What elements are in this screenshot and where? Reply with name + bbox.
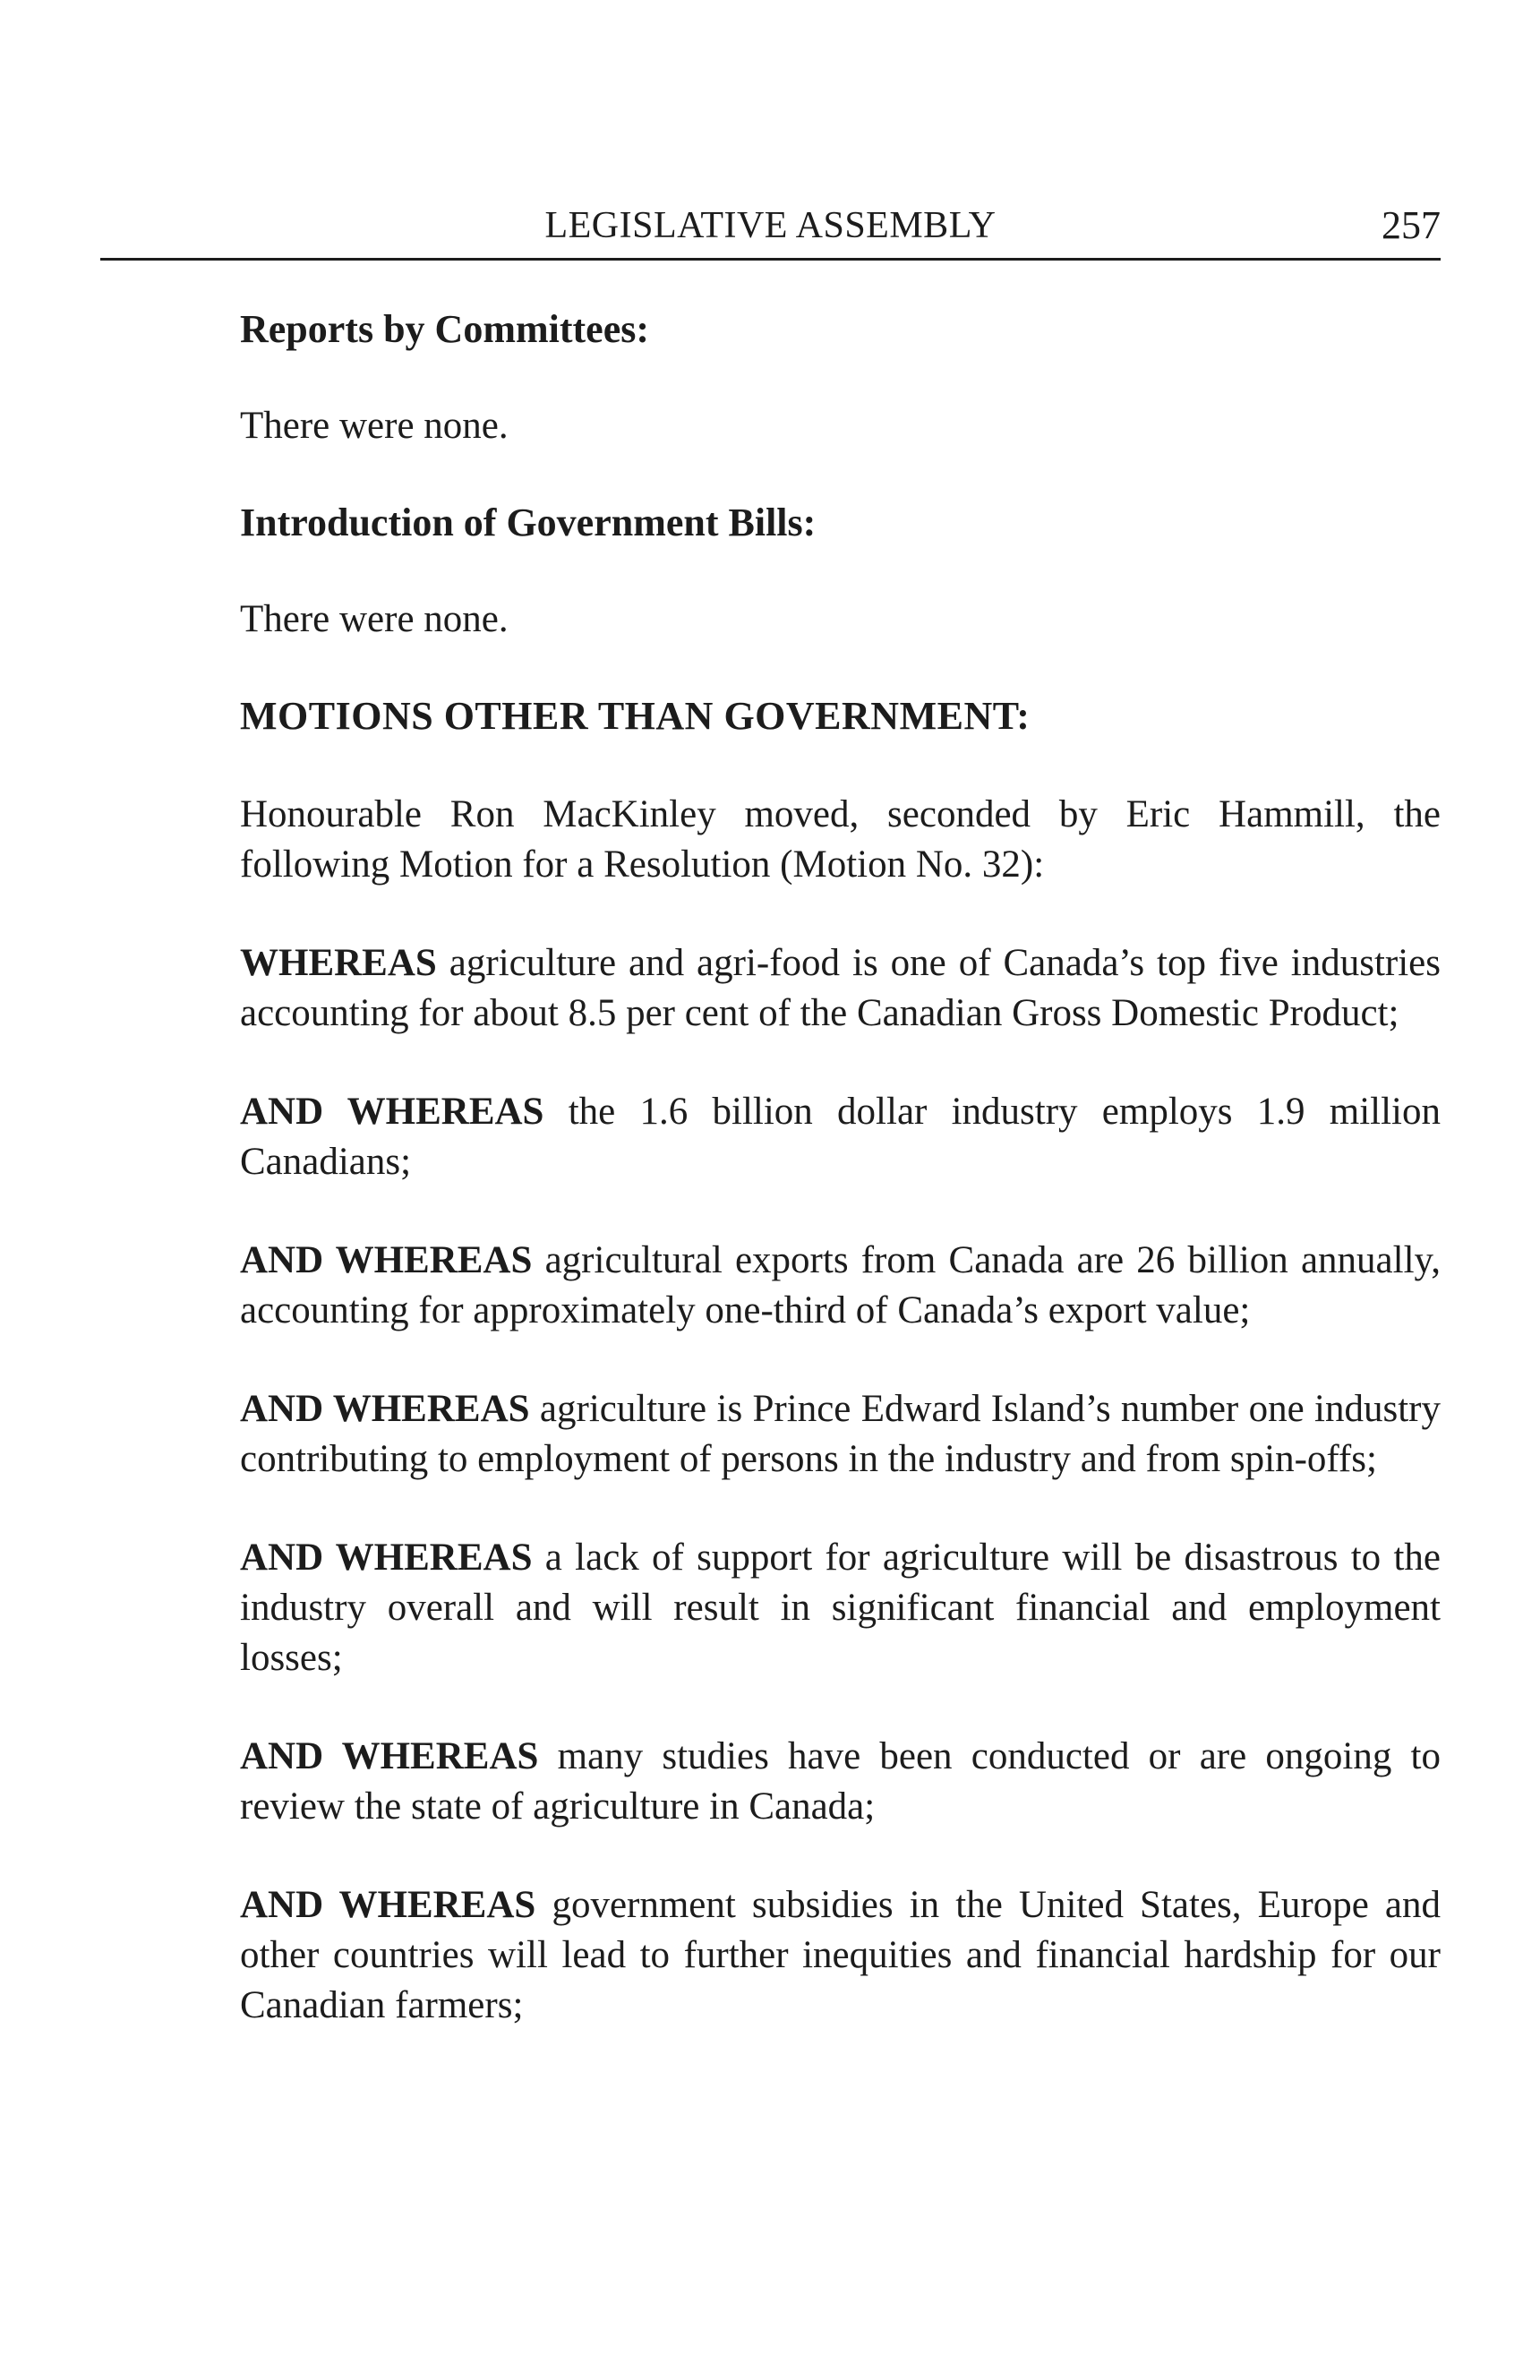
clause-paragraph (240, 1236, 1441, 1336)
clause-text: agricultural exports from Canada are 26 billion annually, accounting for approximately one-third of Canada’s export value; (240, 1239, 1441, 1331)
page-number: 257 (1382, 203, 1441, 247)
clause-text: many studies have been conducted or are ongoing to review the state of agriculture in Canada; (240, 1735, 1441, 1828)
clause-keyword: AND WHEREAS (240, 1239, 533, 1281)
bills-heading: Introduction of Government Bills: (240, 501, 817, 544)
clause-text: the 1.6 billion dollar industry employs 1.9 million Canadians; (240, 1091, 1441, 1183)
clause-paragraph (240, 1880, 1441, 2031)
clause-keyword: AND WHEREAS (240, 1091, 544, 1133)
clause-text: agriculture and agri-food is one of Canada’s top five industries accounting for about 8.5 per cent of the Canadian Gross Domestic Product; (240, 942, 1441, 1034)
clause-paragraph (240, 1533, 1441, 1683)
running-header (100, 197, 1441, 261)
clause-paragraph (240, 1384, 1441, 1485)
motions-heading: MOTIONS OTHER THAN GOVERNMENT: (240, 694, 1031, 738)
reports-heading: Reports by Committees: (240, 307, 649, 351)
clause-keyword: WHEREAS (240, 942, 437, 984)
bills-text: There were none. (240, 598, 509, 640)
running-title: LEGISLATIVE ASSEMBLY (544, 205, 997, 246)
motion-intro: Honourable Ron MacKinley moved, seconded by Eric Hammill, the following Motion for a Resolution (Motion No. 32): (240, 793, 1441, 886)
page-body (240, 304, 1441, 2031)
clause-paragraph (240, 1087, 1441, 1187)
clause-paragraph (240, 1732, 1441, 1832)
clause-paragraph (240, 938, 1441, 1039)
clause-keyword: AND WHEREAS (240, 1537, 533, 1579)
clause-text: government subsidies in the United States, Europe and other countries will lead to further inequities and financial hardship for our Canadian farmers; (240, 1884, 1441, 2026)
clause-keyword: AND WHEREAS (240, 1388, 530, 1430)
clause-text: agriculture is Prince Edward Island’s number one industry contributing to employment of persons in the industry and from spin-offs; (240, 1388, 1441, 1480)
clause-text: a lack of support for agriculture will be disastrous to the industry overall and will result in significant financial and employment losses; (240, 1537, 1441, 1679)
reports-text: There were none. (240, 405, 509, 447)
clause-keyword: AND WHEREAS (240, 1884, 536, 1926)
clause-keyword: AND WHEREAS (240, 1735, 539, 1777)
